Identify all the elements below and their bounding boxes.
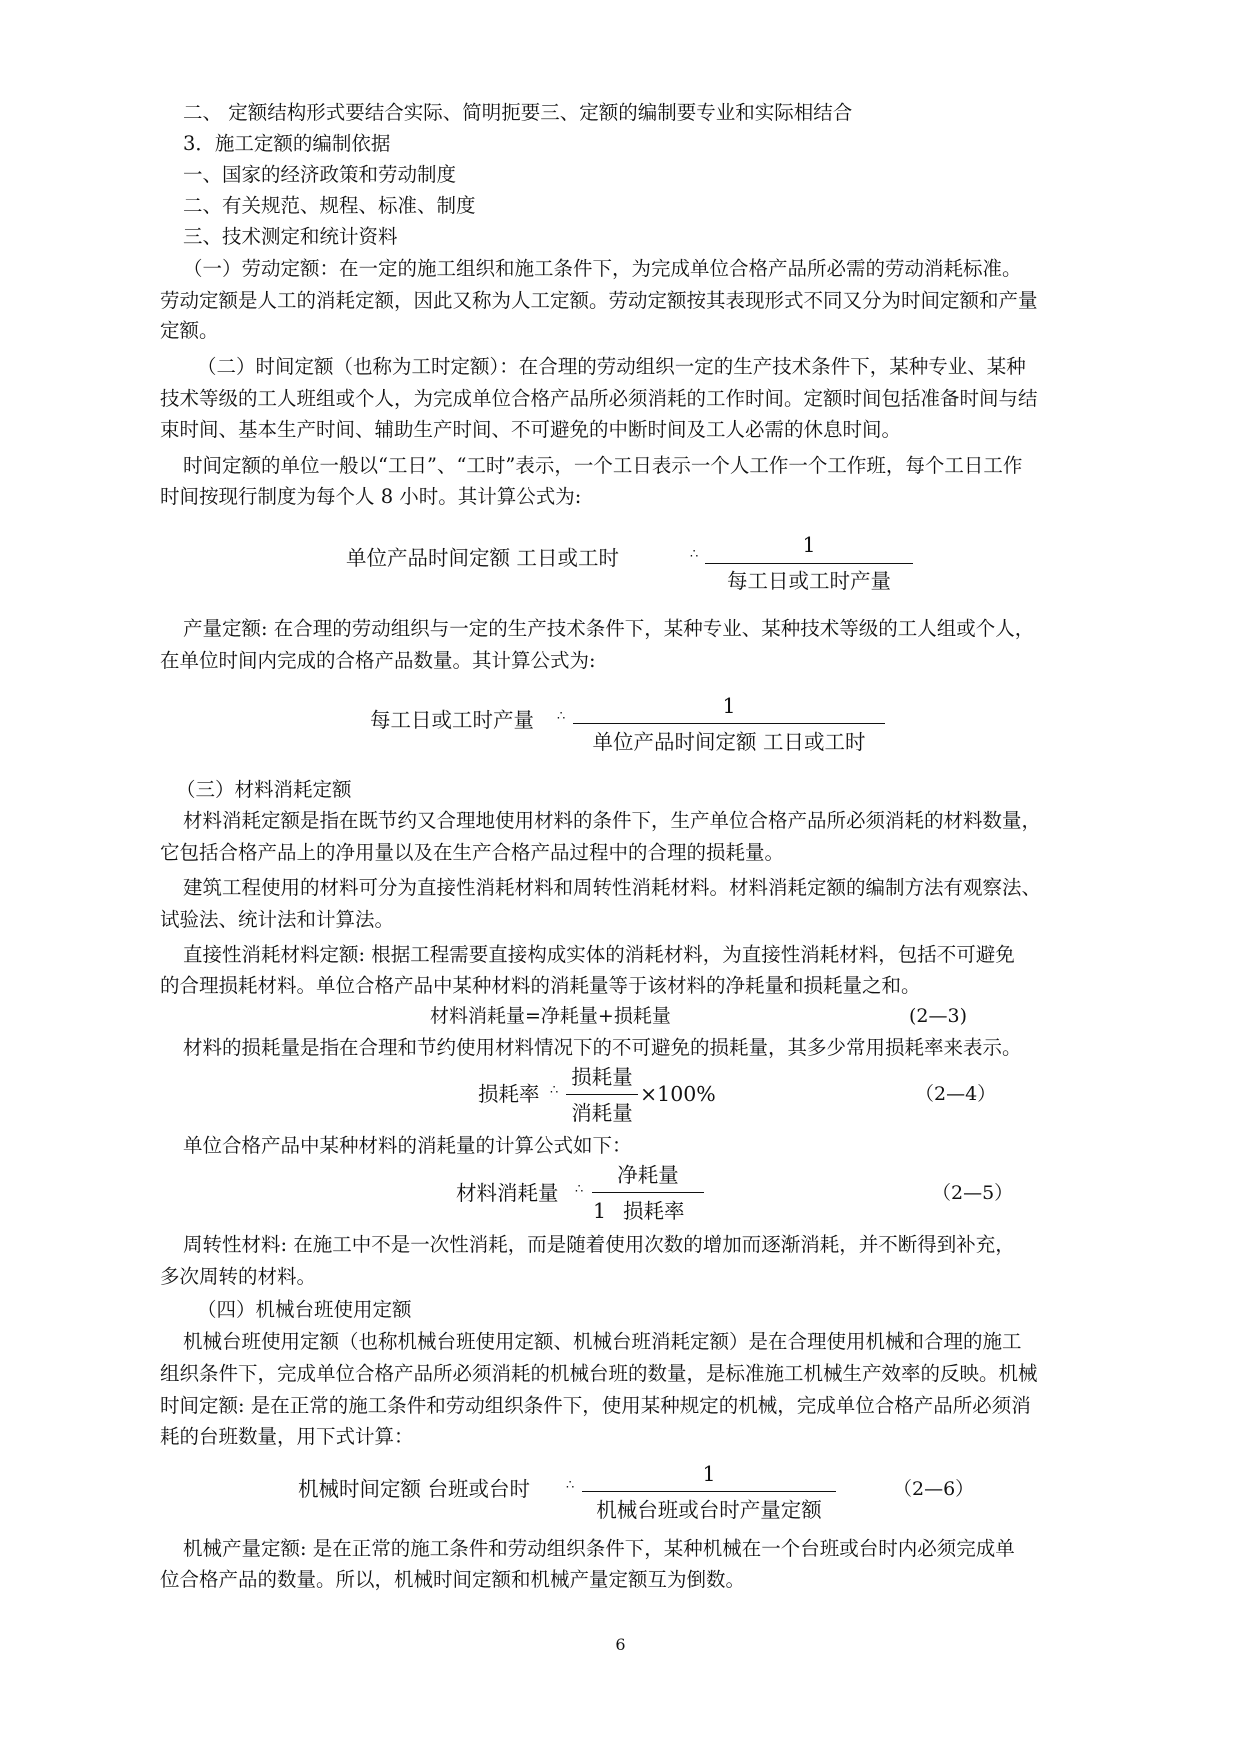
formula-tail: ×100% xyxy=(640,1082,716,1106)
text-line: 直接性消耗材料定额: 根据工程需要直接构成实体的消耗材料，为直接性消耗材料，包括不可避免 xyxy=(183,943,1015,966)
text-line: 它包括合格产品上的净用量以及在生产合格产品过程中的合理的损耗量。 xyxy=(160,841,785,864)
fraction-bar xyxy=(582,1491,836,1492)
text-line: 材料的损耗量是指在合理和节约使用材料情况下的不可避免的损耗量，其多少常用损耗率来表示。 xyxy=(183,1036,1022,1059)
formula-denominator-one: 1 xyxy=(593,1199,607,1223)
formula-denominator: 机械台班或台时产量定额 xyxy=(596,1498,822,1522)
text-line: 时间定额: 是在正常的施工条件和劳动组织条件下，使用某种规定的机械，完成单位合格产品所必须消 xyxy=(160,1394,1031,1417)
formula-lhs: 材料消耗量 xyxy=(456,1181,559,1205)
fraction-bar xyxy=(573,723,885,724)
text-line: 周转性材料: 在施工中不是一次性消耗，而是随着使用次数的增加而逐渐消耗，并不断得到补充， xyxy=(183,1233,1015,1256)
text-line: 位合格产品的数量。所以，机械时间定额和机械产量定额互为倒数。 xyxy=(160,1568,746,1591)
text-line: 单位合格产品中某种材料的消耗量的计算公式如下： xyxy=(183,1134,632,1157)
text-line: 产量定额: 在合理的劳动组织与一定的生产技术条件下，某种专业、某种技术等级的工人组或个人， xyxy=(183,617,1035,640)
text-line: 二、有关规范、规程、标准、制度 xyxy=(183,194,476,217)
formula-numerator: 1 xyxy=(722,694,736,718)
text-line: 二、 定额结构形式要结合实际、简明扼要三、定额的编制要专业和实际相结合 xyxy=(183,101,853,124)
formula-equals: ∴ xyxy=(575,1182,584,1197)
text-line: 试验法、统计法和计算法。 xyxy=(160,908,395,931)
formula-denominator: 单位产品时间定额 工日或工时 xyxy=(592,730,866,754)
formula-denominator: 消耗量 xyxy=(571,1101,633,1125)
equation-number: （2—4） xyxy=(915,1083,997,1105)
text-line: 技术等级的工人班组或个人，为完成单位合格产品所必须消耗的工作时间。定额时间包括准备时间与结 xyxy=(160,387,1038,410)
formula-numerator: 净耗量 xyxy=(617,1163,679,1187)
text-line: 定额。 xyxy=(160,319,219,342)
formula-lhs: 每工日或工时产量 xyxy=(370,708,534,732)
formula-lhs: 机械时间定额 台班或台时 xyxy=(298,1477,531,1501)
text-line: 多次周转的材料。 xyxy=(160,1265,317,1288)
formula-equals: ∴ xyxy=(557,709,566,724)
formula-denominator-term: 损耗率 xyxy=(623,1199,685,1223)
formula-lhs: 损耗率 xyxy=(478,1082,540,1106)
text-line: 机械台班使用定额（也称机械台班使用定额、机械台班消耗定额）是在合理使用机械和合理的施工 xyxy=(183,1330,1022,1353)
fraction-bar xyxy=(592,1192,704,1193)
text-line: 耗的台班数量，用下式计算： xyxy=(160,1425,414,1448)
text-line: 在单位时间内完成的合格产品数量。其计算公式为: xyxy=(160,649,596,672)
text-line: 时间定额的单位一般以“工日”、“工时”表示，一个工日表示一个人工作一个工作班，每个工日工作 xyxy=(183,454,1023,477)
formula-equals: ∴ xyxy=(690,547,699,562)
formula-lhs: 单位产品时间定额 工日或工时 xyxy=(346,546,620,570)
formula-equals: ∴ xyxy=(550,1083,559,1098)
text-line: 3．施工定额的编制依据 xyxy=(183,132,391,155)
equation-number: （2—5） xyxy=(932,1182,1014,1204)
formula-numerator: 1 xyxy=(802,533,816,557)
text-line: 组织条件下，完成单位合格产品所必须消耗的机械台班的数量，是标准施工机械生产效率的反映。机械 xyxy=(160,1362,1038,1385)
formula-text: 材料消耗量=净耗量+损耗量 xyxy=(430,1005,671,1027)
text-line: （四）机械台班使用定额 xyxy=(197,1298,412,1321)
text-line: 时间按现行制度为每个人 8 小时。其计算公式为: xyxy=(160,485,582,508)
text-line: （二）时间定额（也称为工时定额）：在合理的劳动组织一定的生产技术条件下，某种专业、某种 xyxy=(197,355,1026,378)
formula-denominator: 每工日或工时产量 xyxy=(727,569,891,593)
fraction-bar xyxy=(566,1094,638,1095)
text-line: （一）劳动定额：在一定的施工组织和施工条件下，为完成单位合格产品所必需的劳动消耗标准。 xyxy=(183,257,1022,280)
text-line: 三、技术测定和统计资料 xyxy=(183,225,398,248)
formula-numerator: 1 xyxy=(702,1462,716,1486)
text-line: 一、国家的经济政策和劳动制度 xyxy=(183,163,457,186)
equation-number: （2—6） xyxy=(893,1478,975,1500)
text-line: （三）材料消耗定额 xyxy=(176,778,352,801)
text-line: 的合理损耗材料。单位合格产品中某种材料的消耗量等于该材料的净耗量和损耗量之和。 xyxy=(160,974,921,997)
formula-equals: ∴ xyxy=(566,1478,575,1493)
text-line: 建筑工程使用的材料可分为直接性消耗材料和周转性消耗材料。材料消耗定额的编制方法有观察法、 xyxy=(183,876,1042,899)
equation-number: (2—3) xyxy=(909,1005,968,1027)
text-line: 材料消耗定额是指在既节约又合理地使用材料的条件下，生产单位合格产品所必须消耗的材料数量， xyxy=(183,809,1042,832)
page-number: 6 xyxy=(615,1635,626,1654)
text-line: 机械产量定额: 是在正常的施工条件和劳动组织条件下，某种机械在一个台班或台时内必须完成单 xyxy=(183,1537,1015,1560)
text-line: 束时间、基本生产时间、辅助生产时间、不可避免的中断时间及工人必需的休息时间。 xyxy=(160,418,902,441)
text-line: 劳动定额是人工的消耗定额，因此又称为人工定额。劳动定额按其表现形式不同又分为时间定额和产量 xyxy=(160,289,1038,312)
fraction-bar xyxy=(705,563,913,564)
formula-numerator: 损耗量 xyxy=(571,1065,633,1089)
